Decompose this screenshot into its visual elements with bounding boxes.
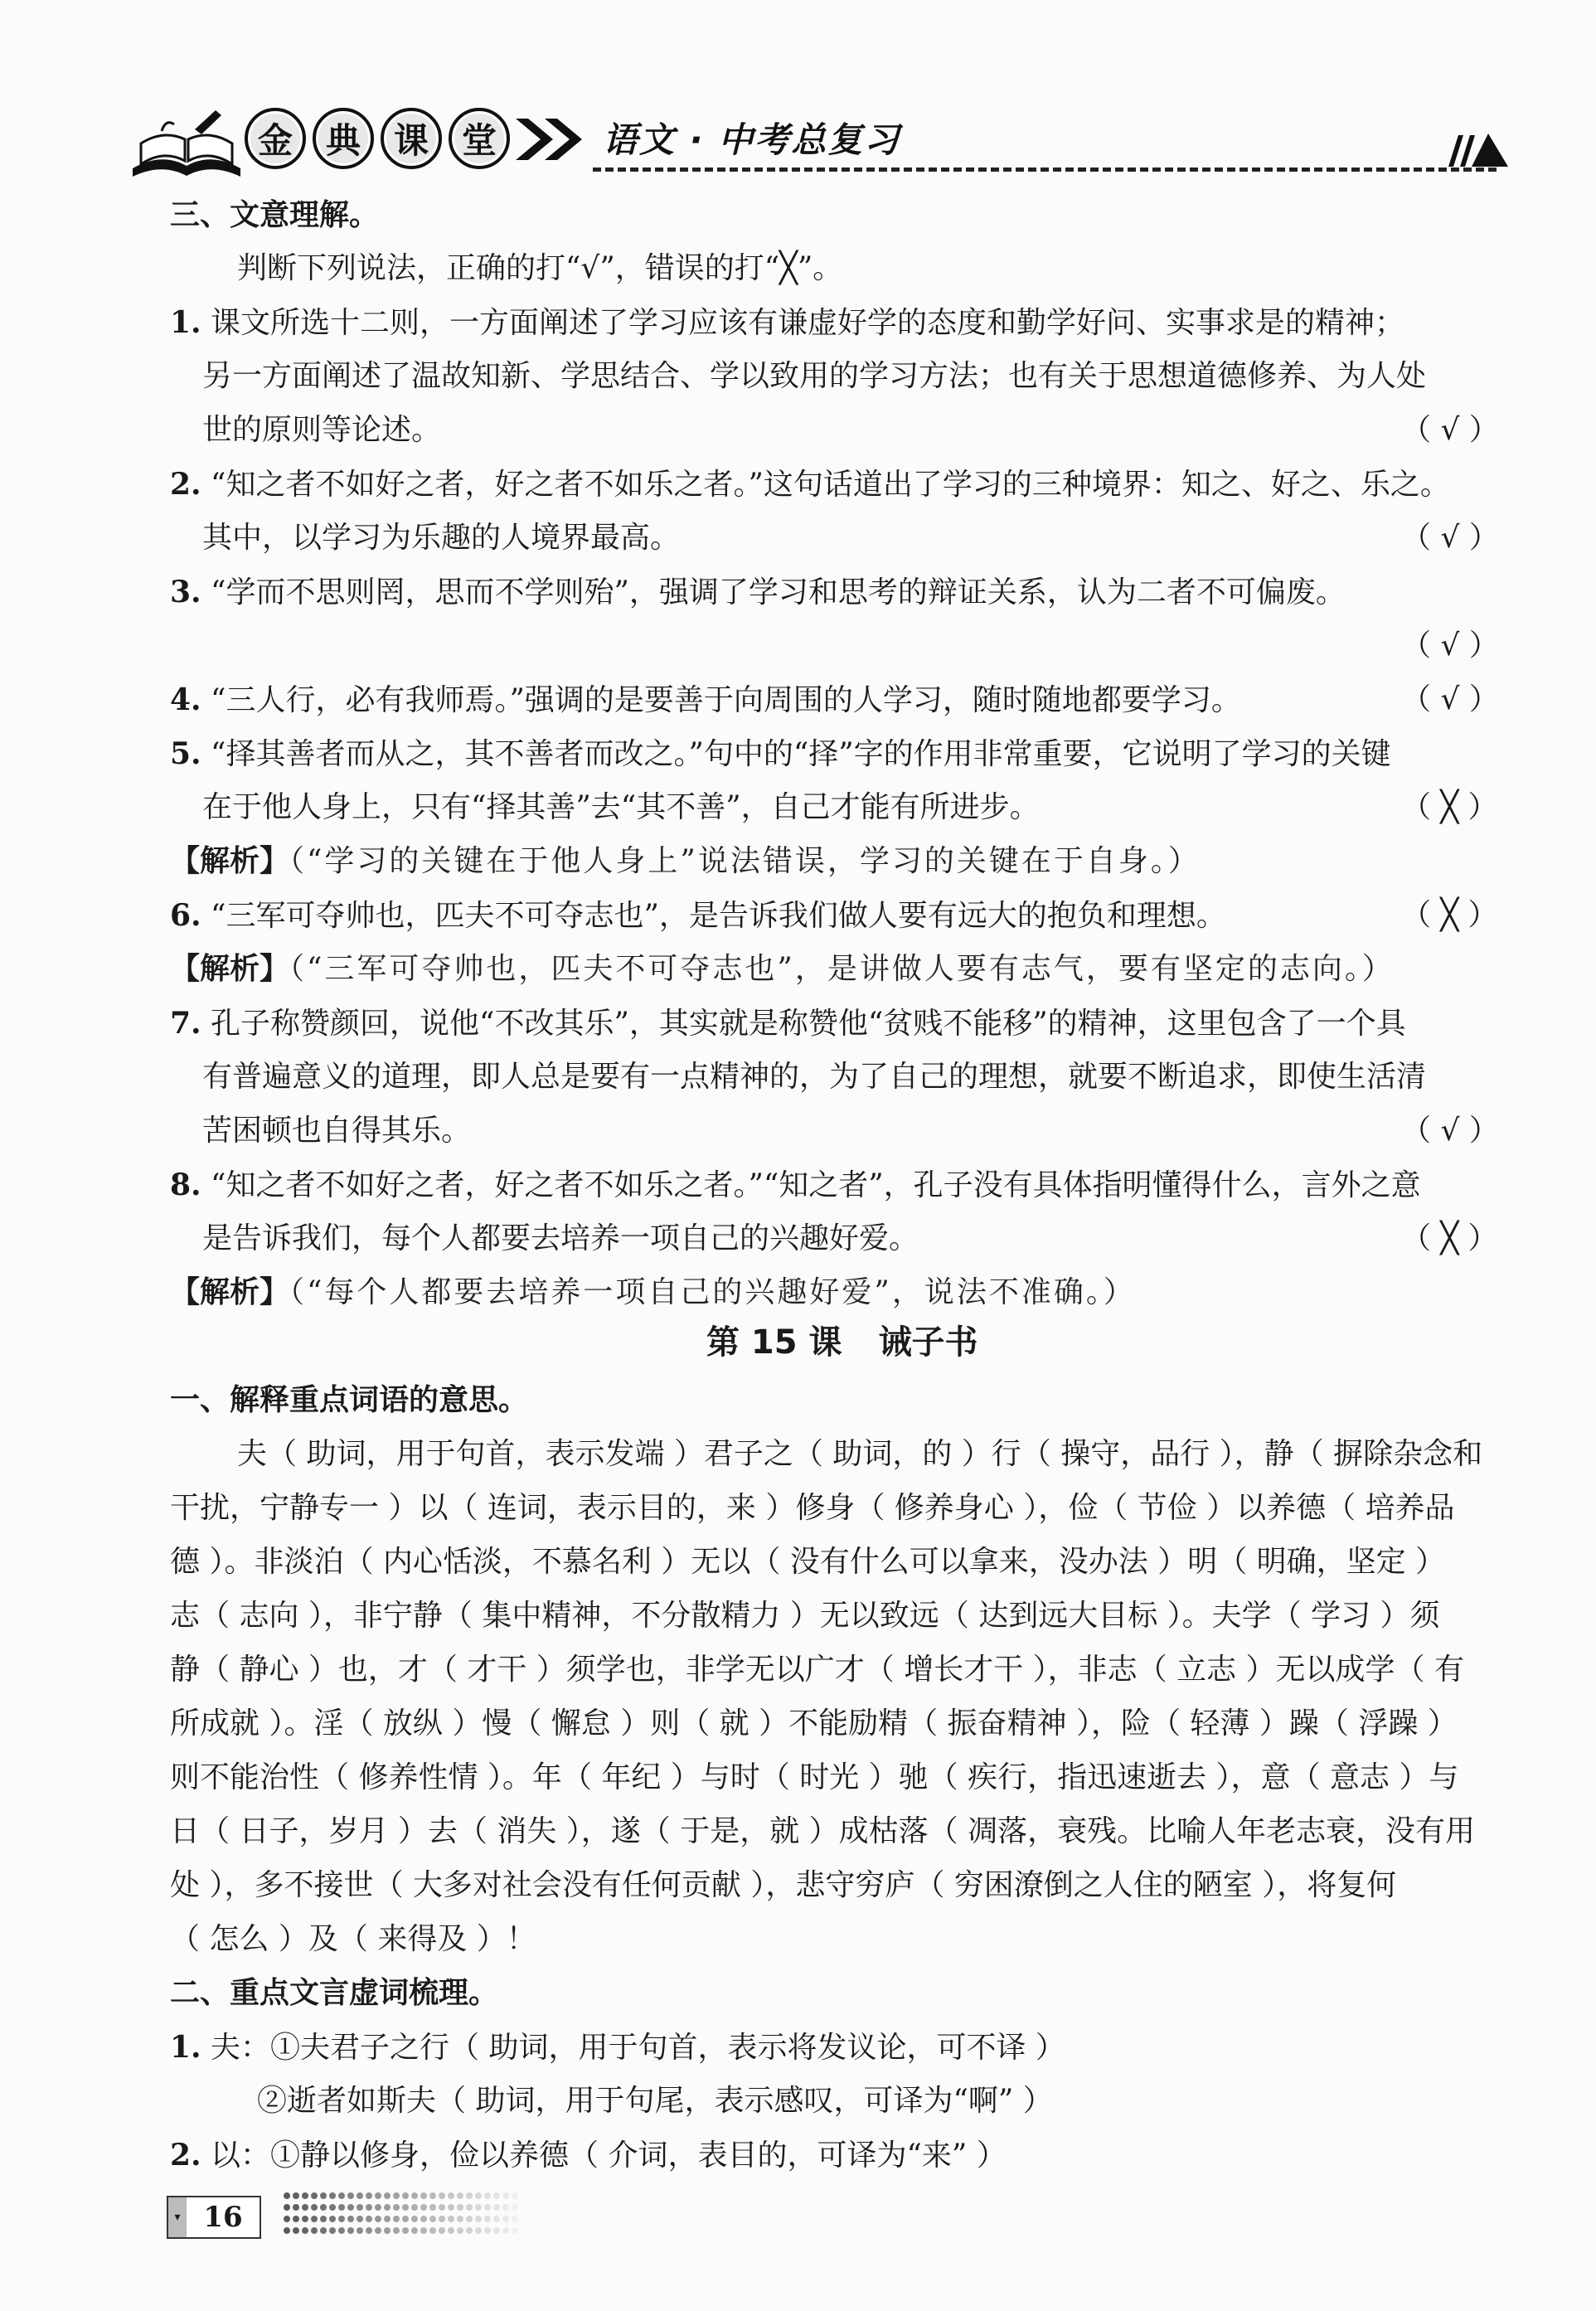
vocab-line: 静（ 静心 ）也，才（ 才干 ）须学也，非学无以广才（ 增长才干 ），非志（ 立志 ）无以成学（ 有 <box>170 1653 1464 1687</box>
analysis-text: （“学习的关键在于他人身上”说法错误，学习的关键在于自身。） <box>289 844 1201 878</box>
question-item-1 <box>170 304 1404 342</box>
question-text: 有普遍意义的道理，即人总是要有一点精神的，为了自己的理想，就要不断追求，即使生活清 <box>202 1060 1427 1094</box>
brand-char: 堂 <box>449 108 510 169</box>
question-number: 3. <box>170 575 201 609</box>
vocab-line: 处 ），多不接世（ 大多对社会没有任何贡献 ），悲守穷庐（ 穷困潦倒之人住的陋室 ），将复何 <box>170 1868 1397 1902</box>
vocab-line: 德 ）。非淡泊（ 内心恬淡，不慕名利 ）无以（ 没有什么可以拿来，没办法 ）明（ 明确，坚定 ） <box>170 1545 1446 1579</box>
answer-mark: （ √ ） <box>1401 1114 1499 1148</box>
vocab-line: 日（ 日子，岁月 ）去（ 消失 ），遂（ 于是，就 ）成枯落（ 凋落，衰残。比喻人年老志衰，没有用 <box>170 1814 1476 1848</box>
analysis-tag: 【解析】 <box>170 952 290 986</box>
lesson-heading <box>706 1323 978 1362</box>
instruction-text: 判断下列说法，正确的打“√”，错误的打“╳”。 <box>237 251 843 285</box>
particle-text: 以：①静以修身，俭以养德（ 介词，表目的，可译为“来” ） <box>211 2139 1007 2173</box>
question-text: 苦困顿也自得其乐。 <box>202 1114 472 1148</box>
particle-item <box>170 2029 1065 2066</box>
answer-mark: （ √ ） <box>1401 682 1499 716</box>
vocab-line: 干扰，宁静专一 ）以（ 连词，表示目的，来 ）修身（ 修养身心 ），俭（ 节俭 ）以养德（ 培养品 <box>170 1491 1455 1525</box>
question-item-4 <box>170 682 1241 719</box>
answer-mark: （ √ ） <box>1401 413 1499 447</box>
question-number: 8. <box>170 1168 201 1202</box>
question-text: 是告诉我们，每个人都要去培养一项自己的兴趣好爱。 <box>202 1221 919 1255</box>
page-number: 16 <box>203 2201 243 2234</box>
question-item-8 <box>170 1167 1421 1204</box>
lesson-title: 诫子书 <box>878 1323 978 1362</box>
brand-char: 金 <box>245 108 306 169</box>
answer-mark: （ ╳ ） <box>1401 1221 1498 1255</box>
question-item-7 <box>170 1005 1406 1042</box>
question-text: “知之者不如好之者，好之者不如乐之者。”“知之者”，孔子没有具体指明懂得什么，言外之意 <box>211 1168 1421 1202</box>
lesson-number: 第 15 课 <box>706 1323 842 1362</box>
question-number: 5. <box>170 736 201 771</box>
triangle-icon: ▾ <box>168 2197 187 2237</box>
question-item-5 <box>170 736 1391 773</box>
question-text: 在于他人身上，只有“择其善”去“其不善”，自己才能有所进步。 <box>202 790 1040 824</box>
analysis-tag: 【解析】 <box>170 844 290 878</box>
dot-pattern-decoration <box>282 2189 531 2239</box>
question-text: “三军可夺帅也，匹夫不可夺志也”，是告诉我们做人要有远大的抱负和理想。 <box>211 899 1226 933</box>
question-text: 世的原则等论述。 <box>202 413 442 447</box>
question-text: “三人行，必有我师焉。”强调的是要善于向周围的人学习，随时随地都要学习。 <box>211 683 1241 717</box>
subject-title: 语文 · 中考总复习 <box>603 119 901 160</box>
particle-number: 1. <box>170 2030 201 2065</box>
question-text: “择其善者而从之，其不善者而改之。”句中的“择”字的作用非常重要，它说明了学习的关键 <box>211 737 1391 771</box>
brand-char: 典 <box>313 108 374 169</box>
question-item-3 <box>170 574 1346 611</box>
particle-text: ②逝者如斯夫（ 助词，用于句尾，表示感叹，可译为“啊” ） <box>257 2084 1053 2118</box>
vocab-line: 则不能治性（ 修养性情 ）。年（ 年纪 ）与时（ 时光 ）驰（ 疾行，指迅速逝去 ），意（ 意志 ）与 <box>170 1760 1459 1794</box>
vocab-line: 所成就 ）。淫（ 放纵 ）慢（ 懈怠 ）则（ 就 ）不能励精（ 振奋精神 ），险（ 轻薄 ）躁（ 浮躁 ） <box>170 1707 1458 1741</box>
answer-mark: （ √ ） <box>1401 521 1499 555</box>
question-item-6 <box>170 897 1226 935</box>
question-text: 孔子称赞颜回，说他“不改其乐”，其实就是称赞他“贫贱不能移”的精神，这里包含了一个具 <box>211 1007 1406 1041</box>
analysis-note <box>170 843 1201 880</box>
section-title: 三、文意理解。 <box>170 198 380 232</box>
vocab-line: 志（ 志向 ），非宁静（ 集中精神，不分散精力 ）无以致远（ 达到远大目标 ）。夫学（ 学习 ）须 <box>170 1599 1440 1633</box>
question-number: 1. <box>170 305 201 340</box>
particle-number: 2. <box>170 2138 201 2173</box>
analysis-note <box>170 1274 1136 1311</box>
answer-mark: （ ╳ ） <box>1401 790 1498 824</box>
analysis-note <box>170 951 1395 988</box>
question-item-2 <box>170 466 1450 503</box>
vocab-line: （ 怎么 ）及（ 来得及 ）！ <box>170 1922 536 1956</box>
analysis-tag: 【解析】 <box>170 1275 290 1309</box>
question-number: 4. <box>170 682 201 717</box>
answer-mark: （ ╳ ） <box>1401 898 1498 932</box>
part-title: 二、重点文言虚词梳理。 <box>170 1976 499 2010</box>
question-text: 另一方面阐述了温故知新、学思结合、学以致用的学习方法；也有关于思想道德修养、为人处 <box>202 359 1427 393</box>
particle-text: 夫：①夫君子之行（ 助词，用于句首，表示将发议论，可不译 ） <box>211 2031 1065 2065</box>
answer-mark: （ √ ） <box>1401 629 1499 663</box>
question-number: 6. <box>170 898 201 933</box>
question-number: 7. <box>170 1006 201 1041</box>
vocab-line: 夫（ 助词，用于句首，表示发端 ）君子之（ 助词，的 ）行（ 操守，品行 ），静（ 摒除杂念和 <box>237 1437 1483 1471</box>
particle-item <box>170 2137 1007 2174</box>
question-text: “知之者不如好之者，好之者不如乐之者。”这句话道出了学习的三种境界：知之、好之、乐之。 <box>211 468 1450 502</box>
part-title: 一、解释重点词语的意思。 <box>170 1383 529 1417</box>
question-number: 2. <box>170 467 201 502</box>
question-text: “学而不思则罔，思而不学则殆”，强调了学习和思考的辩证关系，认为二者不可偏废。 <box>211 575 1346 609</box>
question-text: 其中，以学习为乐趣的人境界最高。 <box>202 521 681 555</box>
brand-char: 课 <box>381 108 442 169</box>
page-number-box <box>167 2196 261 2239</box>
question-text: 课文所选十二则，一方面阐述了学习应该有谦虚好学的态度和勤学好问、实事求是的精神； <box>211 306 1405 340</box>
analysis-text: （“每个人都要去培养一项自己的兴趣好爱”，说法不准确。） <box>289 1275 1136 1309</box>
analysis-text: （“三军可夺帅也，匹夫不可夺志也”，是讲做人要有志气，要有坚定的志向。） <box>289 952 1395 986</box>
